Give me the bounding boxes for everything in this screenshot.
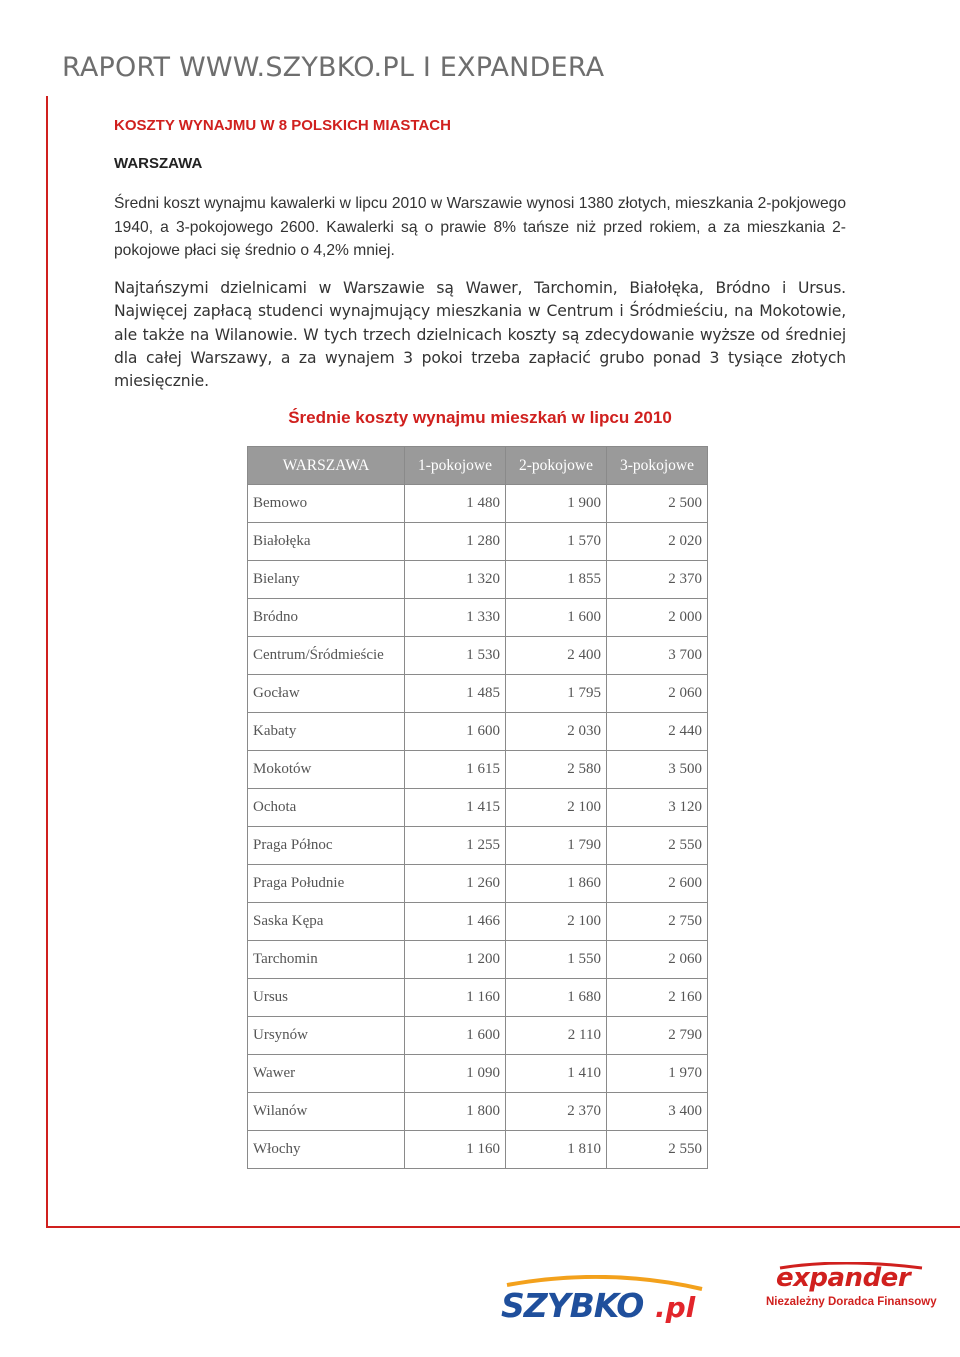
district-name-cell: Ochota	[248, 789, 405, 827]
header-3-room: 3-pokojowe	[607, 447, 708, 485]
table-row	[248, 599, 708, 637]
szybko-logo	[497, 1275, 712, 1325]
rent-3-room-cell: 2 020	[607, 523, 708, 561]
table-row	[248, 485, 708, 523]
rent-3-room-cell: 2 000	[607, 599, 708, 637]
rent-3-room-cell: 3 500	[607, 751, 708, 789]
frame-bottom-border	[46, 1226, 960, 1228]
rent-1-room-cell: 1 480	[405, 485, 506, 523]
rent-1-room-cell: 1 260	[405, 865, 506, 903]
table-row	[248, 1093, 708, 1131]
rent-2-room-cell: 1 790	[506, 827, 607, 865]
table-row	[248, 523, 708, 561]
rent-2-room-cell: 2 580	[506, 751, 607, 789]
rent-1-room-cell: 1 800	[405, 1093, 506, 1131]
district-name-cell: Praga Północ	[248, 827, 405, 865]
rent-2-room-cell: 1 410	[506, 1055, 607, 1093]
rent-2-room-cell: 1 600	[506, 599, 607, 637]
rent-1-room-cell: 1 090	[405, 1055, 506, 1093]
district-name-cell: Kabaty	[248, 713, 405, 751]
expander-tagline: Niezależny Doradca Finansowy	[766, 1296, 937, 1308]
district-name-cell: Białołęka	[248, 523, 405, 561]
rent-3-room-cell: 2 550	[607, 1131, 708, 1169]
rent-2-room-cell: 2 100	[506, 789, 607, 827]
rent-2-room-cell: 1 550	[506, 941, 607, 979]
rent-2-room-cell: 1 855	[506, 561, 607, 599]
rent-3-room-cell: 2 440	[607, 713, 708, 751]
section-title: KOSZTY WYNAJMU W 8 POLSKICH MIASTACH	[114, 117, 451, 134]
rent-2-room-cell: 2 400	[506, 637, 607, 675]
district-name-cell: Ursynów	[248, 1017, 405, 1055]
rent-1-room-cell: 1 600	[405, 713, 506, 751]
district-name-cell: Bielany	[248, 561, 405, 599]
table-row	[248, 751, 708, 789]
rent-1-room-cell: 1 615	[405, 751, 506, 789]
rent-3-room-cell: 1 970	[607, 1055, 708, 1093]
rent-2-room-cell: 2 030	[506, 713, 607, 751]
rent-1-room-cell: 1 415	[405, 789, 506, 827]
district-name-cell: Saska Kępa	[248, 903, 405, 941]
rent-2-room-cell: 1 570	[506, 523, 607, 561]
rent-1-room-cell: 1 530	[405, 637, 506, 675]
district-name-cell: Mokotów	[248, 751, 405, 789]
report-header-title: RAPORT WWW.SZYBKO.PL I EXPANDERA	[62, 52, 605, 83]
table-row	[248, 979, 708, 1017]
table-header-row	[248, 447, 708, 485]
rent-1-room-cell: 1 466	[405, 903, 506, 941]
district-name-cell: Bródno	[248, 599, 405, 637]
rent-3-room-cell: 2 500	[607, 485, 708, 523]
rent-3-room-cell: 3 120	[607, 789, 708, 827]
rent-table	[247, 446, 708, 1169]
rent-2-room-cell: 2 110	[506, 1017, 607, 1055]
rent-3-room-cell: 3 700	[607, 637, 708, 675]
paragraph-1: Średni koszt wynajmu kawalerki w lipcu 2010 w Warszawie wynosi 1380 złotych, mieszkania 2-pokjowego 1940, a 3-pokojowego 2600. Kawalerki są o prawie 8% tańsze niż przed rokiem, a za mieszkania 2-pokojowe płaci się średnio o 4,2% mniej.	[114, 195, 846, 259]
table-row	[248, 1131, 708, 1169]
rent-3-room-cell: 2 060	[607, 675, 708, 713]
rent-1-room-cell: 1 160	[405, 1131, 506, 1169]
district-name-cell: Bemowo	[248, 485, 405, 523]
rent-2-room-cell: 1 795	[506, 675, 607, 713]
rent-1-room-cell: 1 600	[405, 1017, 506, 1055]
rent-3-room-cell: 2 790	[607, 1017, 708, 1055]
frame-left-border	[46, 96, 48, 1228]
rent-3-room-cell: 2 750	[607, 903, 708, 941]
table-row	[248, 561, 708, 599]
rent-2-room-cell: 2 100	[506, 903, 607, 941]
rent-3-room-cell: 2 550	[607, 827, 708, 865]
rent-2-room-cell: 1 900	[506, 485, 607, 523]
header-1-room: 1-pokojowe	[405, 447, 506, 485]
expander-logo-wordmark: expander	[776, 1263, 911, 1293]
district-name-cell: Wilanów	[248, 1093, 405, 1131]
rent-3-room-cell: 3 400	[607, 1093, 708, 1131]
rent-1-room-cell: 1 485	[405, 675, 506, 713]
table-row	[248, 865, 708, 903]
district-name-cell: Tarchomin	[248, 941, 405, 979]
table-row	[248, 941, 708, 979]
rent-2-room-cell: 1 860	[506, 865, 607, 903]
district-name-cell: Wawer	[248, 1055, 405, 1093]
table-row	[248, 1017, 708, 1055]
district-name-cell: Ursus	[248, 979, 405, 1017]
district-name-cell: Gocław	[248, 675, 405, 713]
table-row	[248, 903, 708, 941]
rent-1-room-cell: 1 320	[405, 561, 506, 599]
rent-3-room-cell: 2 370	[607, 561, 708, 599]
table-row	[248, 1055, 708, 1093]
rent-1-room-cell: 1 280	[405, 523, 506, 561]
svg-text:.pl: .pl	[655, 1291, 696, 1324]
rent-1-room-cell: 1 255	[405, 827, 506, 865]
table-row	[248, 789, 708, 827]
rent-3-room-cell: 2 060	[607, 941, 708, 979]
rent-3-room-cell: 2 600	[607, 865, 708, 903]
district-name-cell: Centrum/Śródmieście	[248, 637, 405, 675]
rent-1-room-cell: 1 160	[405, 979, 506, 1017]
paragraph-2: Najtańszymi dzielnicami w Warszawie są Wawer, Tarchomin, Białołęka, Bródno i Ursus. Najwięcej zapłacą studenci wynajmujący mieszkania w Centrum i Śródmieściu, na Mokotowie, ale także na Wilanowie. W tych trzech dzielnicach koszty są zdecydowanie wyższe od średniej dla całej Warszawy, a za wynajem 3 pokoi trzeba zapłacić grubo ponad 3 tysiące złotych miesięcznie.	[114, 279, 846, 391]
header-2-room: 2-pokojowe	[506, 447, 607, 485]
rent-1-room-cell: 1 200	[405, 941, 506, 979]
district-name-cell: Włochy	[248, 1131, 405, 1169]
rent-3-room-cell: 2 160	[607, 979, 708, 1017]
table-title: Średnie koszty wynajmu mieszkań w lipcu 2010	[288, 408, 672, 427]
table-row	[248, 827, 708, 865]
rent-2-room-cell: 1 680	[506, 979, 607, 1017]
rent-1-room-cell: 1 330	[405, 599, 506, 637]
svg-text:SZYBKO: SZYBKO	[501, 1286, 644, 1325]
rent-2-room-cell: 1 810	[506, 1131, 607, 1169]
table-row	[248, 675, 708, 713]
table-row	[248, 713, 708, 751]
rent-2-room-cell: 2 370	[506, 1093, 607, 1131]
header-city: WARSZAWA	[248, 447, 405, 485]
district-name-cell: Praga Południe	[248, 865, 405, 903]
table-row	[248, 637, 708, 675]
city-title: WARSZAWA	[114, 155, 203, 172]
